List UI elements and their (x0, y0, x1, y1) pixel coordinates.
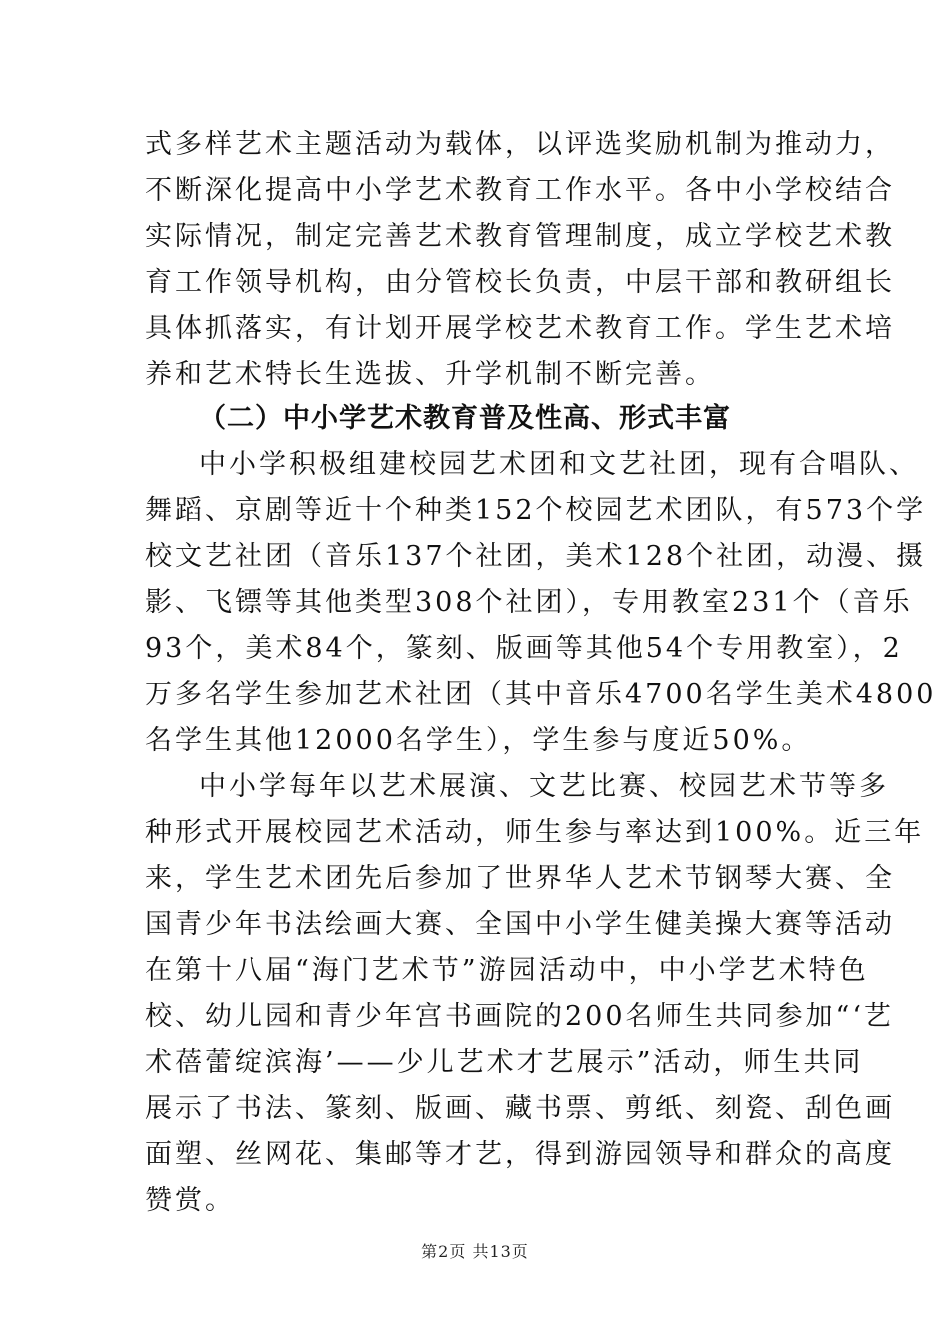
paragraph-3-line-5: 在第十八届“海门艺术节”游园活动中，中小学艺术特色 (145, 955, 869, 986)
paragraph-3-line-9: 面塑、丝网花、集邮等才艺，得到游园领导和群众的高度 (145, 1139, 895, 1170)
paragraph-3-line-6: 校、幼儿园和青少年宫书画院的200名师生共同参加“‘艺 (145, 1001, 894, 1032)
paragraph-1-line-6: 养和艺术特长生选拔、升学机制不断完善。 (145, 359, 715, 390)
section-heading: （二）中小学艺术教育普及性高、形式丰富 (199, 403, 731, 434)
paragraph-3-line-10: 赞赏。 (145, 1185, 235, 1216)
paragraph-2-line-7: 名学生其他12000名学生），学生参与度近50%。 (145, 725, 812, 756)
paragraph-3-line-2: 种形式开展校园艺术活动，师生参与率达到100%。近三年 (145, 817, 925, 848)
paragraph-1-line-2: 不断深化提高中小学艺术教育工作水平。各中小学校结合 (145, 175, 895, 206)
paragraph-3-line-8: 展示了书法、篆刻、版画、藏书票、剪纸、刻瓷、刮色画 (145, 1093, 895, 1124)
paragraph-3-line-3: 来，学生艺术团先后参加了世界华人艺术节钢琴大赛、全 (145, 863, 895, 894)
paragraph-2-line-2: 舞蹈、京剧等近十个种类152个校园艺术团队，有573个学 (145, 495, 927, 526)
paragraph-2-line-1: 中小学积极组建校园艺术团和文艺社团，现有合唱队、 (199, 449, 919, 480)
paragraph-1-line-3: 实际情况，制定完善艺术教育管理制度，成立学校艺术教 (145, 221, 895, 252)
paragraph-2-line-4: 影、飞镖等其他类型308个社团），专用教室231个（音乐 (145, 587, 913, 618)
paragraph-2-line-6: 万多名学生参加艺术社团（其中音乐4700名学生美术4800 (145, 679, 937, 710)
paragraph-1-line-1: 式多样艺术主题活动为载体，以评选奖励机制为推动力， (145, 129, 895, 160)
paragraph-3-line-4: 国青少年书法绘画大赛、全国中小学生健美操大赛等活动 (145, 909, 895, 940)
paragraph-1-line-4: 育工作领导机构，由分管校长负责，中层干部和教研组长 (145, 267, 895, 298)
paragraph-1-line-5: 具体抓落实，有计划开展学校艺术教育工作。学生艺术培 (145, 313, 895, 344)
paragraph-2-line-5: 93个，美术84个，篆刻、版画等其他54个专用教室），2 (145, 633, 903, 664)
paragraph-2-line-3: 校文艺社团（音乐137个社团，美术128个社团，动漫、摄 (145, 541, 927, 572)
page-number-footer: 第2页 共13页 (421, 1242, 529, 1261)
paragraph-3-line-7: 术蓓蕾绽滨海’——少儿艺术才艺展示”活动，师生共同 (145, 1047, 864, 1078)
paragraph-3-line-1: 中小学每年以艺术展演、文艺比赛、校园艺术节等多 (199, 771, 889, 802)
